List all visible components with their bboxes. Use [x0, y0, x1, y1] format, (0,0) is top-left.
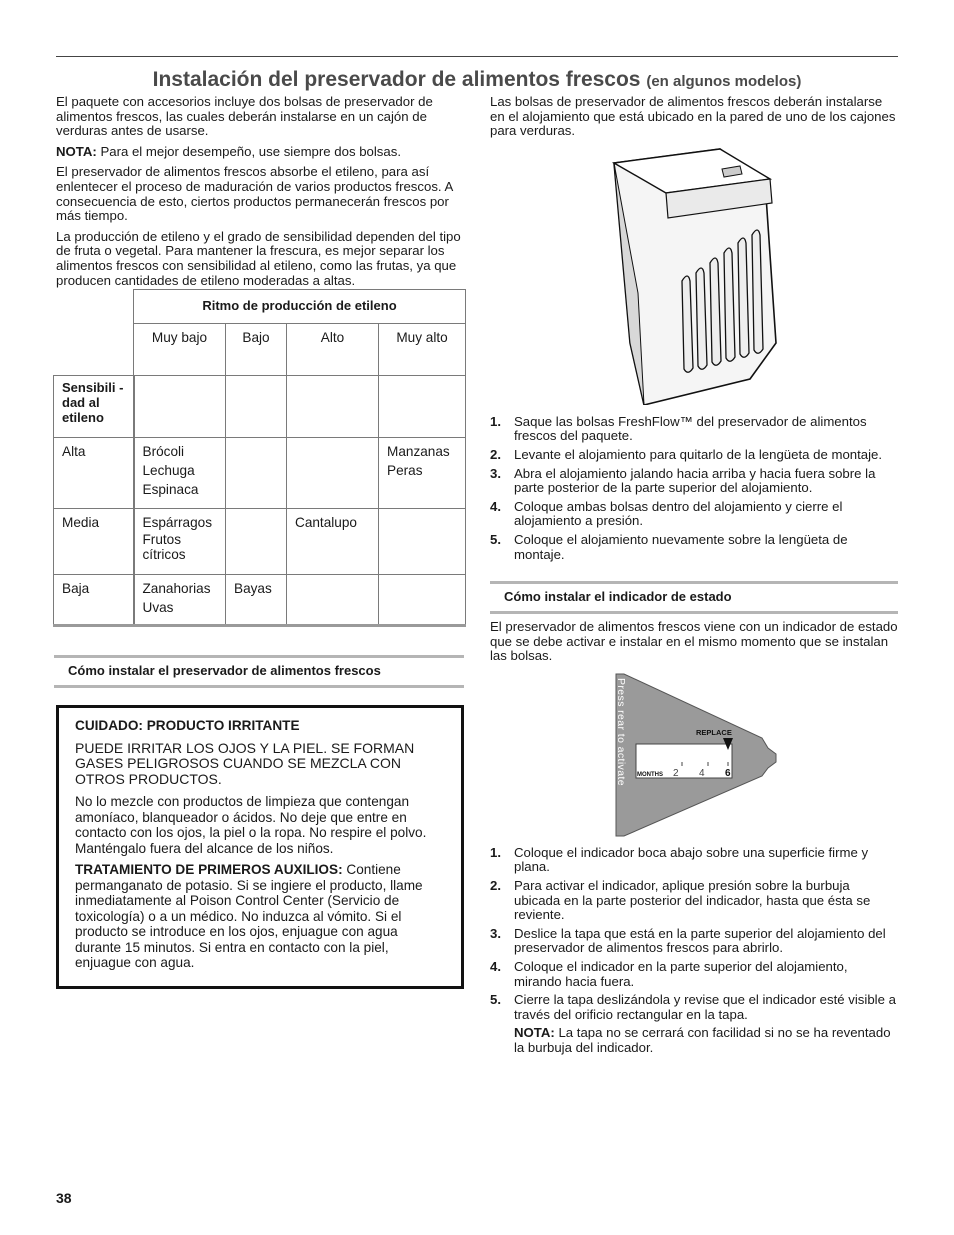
- months-label: MONTHS: [637, 772, 663, 778]
- caution-body: No lo mezcle con productos de limpieza que contengan amoníaco, blanqueador o ácidos. No deje que entre en contacto con los ojos, la piel o la ropa. No respire el polvo. Manténgalo fuera del alcance de los niños.: [75, 794, 427, 856]
- sensitivity-label: Sensibili -dad al etileno: [54, 376, 134, 438]
- list-item: 5. Coloque el alojamiento nuevamente sobre la lengüeta de montaje.: [490, 531, 848, 562]
- col-header: Muy alto: [379, 324, 466, 376]
- svg-text:6: 6: [725, 768, 731, 779]
- left-column: [56, 95, 464, 294]
- note-paragraph: NOTA: Para el mejor desempeño, use siempre dos bolsas.: [56, 143, 401, 159]
- page-number: 38: [56, 1190, 72, 1206]
- table-row: Media Espárragos Frutos cítricos Cantalupo: [54, 509, 466, 575]
- indicator-intro: El preservador de alimentos frescos viene con un indicador de estado que se debe activar e instalar en el mismo momento que se instalan las bolsas.: [490, 619, 898, 664]
- list-item: 5. Cierre la tapa deslizándola y revise que el indicador esté visible a través del orificio rectangular en la tapa.: [490, 992, 896, 1022]
- freshness-housing-illustration: [600, 143, 780, 405]
- col-header: Muy bajo: [134, 324, 226, 376]
- list-item: 1. Coloque el indicador boca abajo sobre una superficie firme y plana.: [490, 844, 869, 875]
- list-item: 4. Coloque ambas bolsas dentro del alojamiento y cierre el alojamiento a presión.: [490, 498, 843, 529]
- col-header: Bajo: [226, 324, 287, 376]
- table-row: Alta Brócoli Lechuga Espinaca Manzanas Peras: [54, 438, 466, 509]
- table-header: Ritmo de producción de etileno: [134, 290, 466, 324]
- list-item: 2. Levante el alojamiento para quitarlo de la lengüeta de montaje.: [490, 446, 883, 462]
- col-header: Alto: [287, 324, 379, 376]
- svg-text:2: 2: [673, 768, 679, 779]
- status-indicator-illustration: [612, 672, 778, 838]
- ethylene-table: [53, 289, 466, 627]
- first-aid-text: TRATAMIENTO DE PRIMEROS AUXILIOS: Contiene permanganato de potasio. Si se ingiere el producto, llame inmediatamente al Poison Control Center (Servicio de toxicología) o a un médico. No induzca al vómito. Si el producto se introduce en los ojos, enjuague con agua durante 15 minutos. Si entra en contacto con la piel, enjuague con agua.: [75, 862, 423, 970]
- install-steps: [490, 415, 898, 562]
- sensitivity-paragraph: La producción de etileno y el grado de sensibilidad dependen del tipo de fruta o vegetal. Para mantener la frescura, es mejor separar los alimentos frescos con sensibilidad al etileno, como las frutas, ya que producen cantidades de etileno moderadas a altas.: [56, 228, 461, 288]
- section-heading-install-indicator: Cómo instalar el indicador de estado: [490, 581, 898, 614]
- press-rear-label: Press rear to activate: [615, 678, 627, 787]
- caution-warning: PUEDE IRRITAR LOS OJOS Y LA PIEL. SE FORMAN GASES PELIGROSOS CUANDO SE MEZCLA CON OTROS PRODUCTOS.: [75, 739, 415, 787]
- replace-label: REPLACE: [696, 728, 732, 737]
- intro-paragraph: El paquete con accesorios incluye dos bolsas de preservador de alimentos frescos, las cuales deberán instalarse en un cajón de verduras antes de usarse.: [56, 94, 433, 139]
- table-row: Baja Zanahorias Uvas Bayas: [54, 575, 466, 626]
- page-title: Instalación del preservador de alimentos frescos (en algunos modelos): [152, 68, 802, 91]
- list-item: 3. Abra el alojamiento jalando hacia arriba y hacia fuera sobre la parte posterior de la parte superior del alojamiento.: [490, 465, 876, 496]
- title-subtitle: (en algunos modelos): [646, 73, 802, 90]
- indicator-steps: [490, 846, 898, 1056]
- caution-box: [56, 705, 464, 989]
- caution-title: CUIDADO: PRODUCTO IRRITANTE: [75, 718, 300, 733]
- list-item: 4. Coloque el indicador en la parte superior del alojamiento, mirando hacia fuera.: [490, 958, 848, 989]
- ethylene-paragraph: El preservador de alimentos frescos absorbe el etileno, para así enlentecer el proceso de maduración de varios productos frescos. A consecuencia de esto, ciertos productos permanecerán frescos por más tiempo.: [56, 164, 453, 224]
- top-rule: [56, 56, 898, 57]
- housing-intro: Las bolsas de preservador de alimentos frescos deberán instalarse en el alojamiento que está ubicado en la pared de uno de los cajones para verduras.: [490, 94, 896, 139]
- section-heading-install-preserver: Cómo instalar el preservador de alimentos frescos: [54, 655, 464, 688]
- list-item: 2. Para activar el indicador, aplique presión sobre la burbuja ubicada en la parte posterior del indicador, hasta que ésta se reviente.: [490, 877, 871, 923]
- list-item: 1. Saque las bolsas FreshFlow™ del preservador de alimentos frescos del paquete.: [490, 413, 867, 444]
- svg-text:4: 4: [699, 768, 705, 779]
- indicator-note: NOTA: La tapa no se cerrará con facilidad si no se ha reventado la burbuja del indicador.: [514, 1025, 891, 1055]
- list-item: 3. Deslice la tapa que está en la parte superior del alojamiento del preservador de alimentos frescos para abrirlo.: [490, 925, 886, 956]
